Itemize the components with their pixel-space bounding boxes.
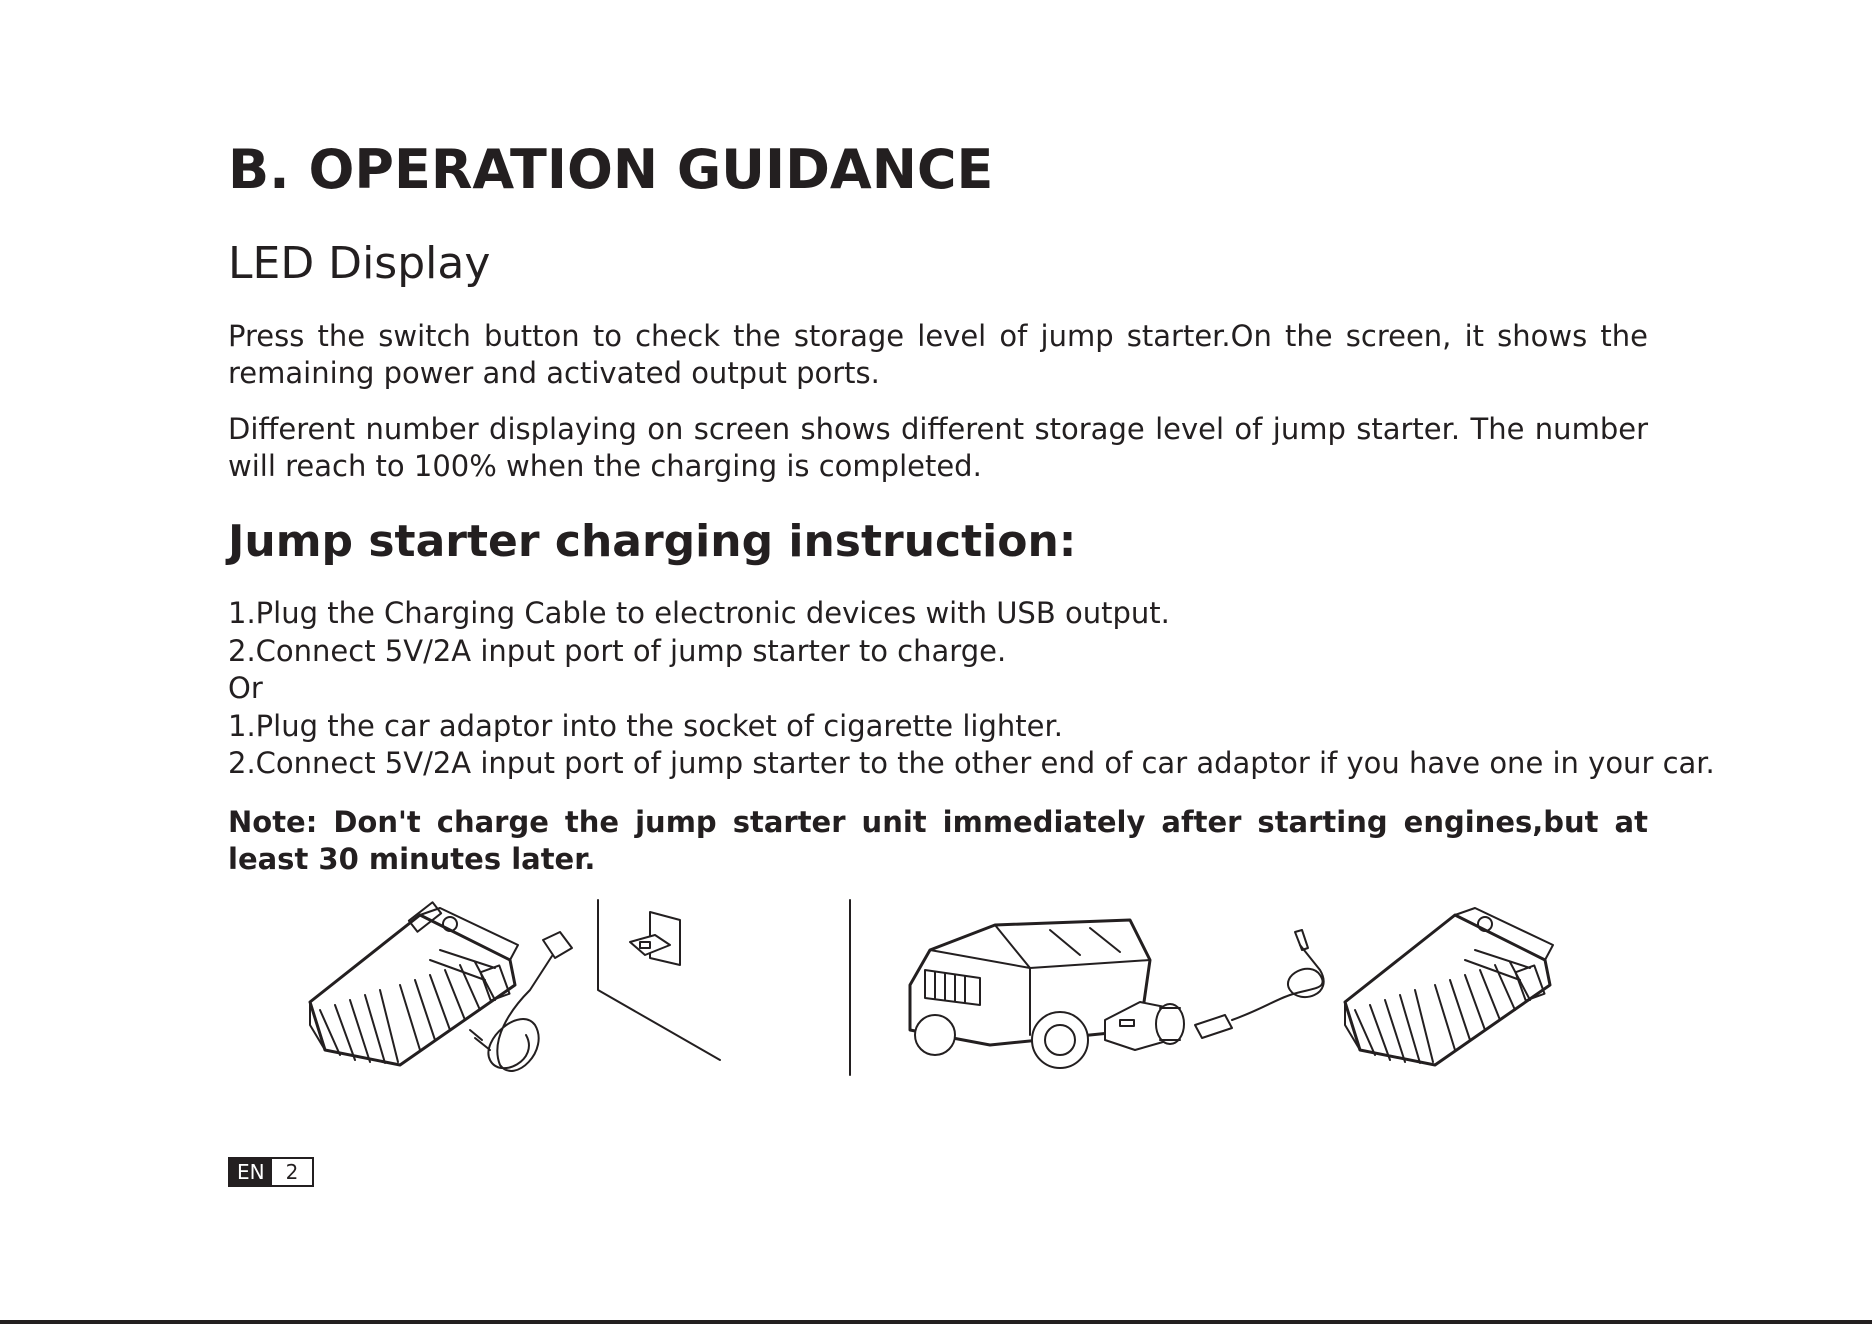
led-paragraph-1: Press the switch button to check the storage level of jump starter.On the screen, it shows the remaining power and activated output ports. (228, 319, 1648, 390)
step-item: 1.Plug the Charging Cable to electronic devices with USB output. (228, 596, 1170, 630)
charging-note: Note: Don't charge the jump starter unit immediately after starting engines,but at least 30 minutes later. (228, 805, 1648, 876)
jump-starter-device-icon (310, 902, 518, 1065)
usb-cable-icon (1195, 930, 1324, 1038)
charging-steps (228, 595, 1715, 783)
led-paragraph-2: Different number displaying on screen shows different storage level of jump starter. The number will reach to 100% when the charging is completed. (228, 412, 1648, 483)
step-item: Or (228, 671, 263, 705)
step-item: 1.Plug the car adaptor into the socket of cigarette lighter. (228, 708, 1063, 743)
page-number-badge (228, 1157, 314, 1187)
charging-heading: Jump starter charging instruction: (228, 516, 1077, 567)
suv-vehicle-icon (910, 920, 1150, 1068)
step-item: 2.Connect 5V/2A input port of jump starter to charge. (228, 633, 1007, 668)
section-title: B. OPERATION GUIDANCE (228, 138, 994, 201)
step-item: 2.Connect 5V/2A input port of jump starter to the other end of car adaptor if you have one in your car. (228, 746, 1715, 780)
jump-starter-device-icon (1345, 908, 1553, 1065)
page-number: 2 (272, 1159, 313, 1185)
language-label: EN (230, 1159, 272, 1185)
led-display-heading: LED Display (228, 238, 491, 289)
wall-usb-adapter-icon (598, 900, 720, 1060)
charging-illustrations (290, 890, 1580, 1090)
bottom-rule (0, 1320, 1872, 1324)
illustration-svg (290, 890, 1580, 1090)
